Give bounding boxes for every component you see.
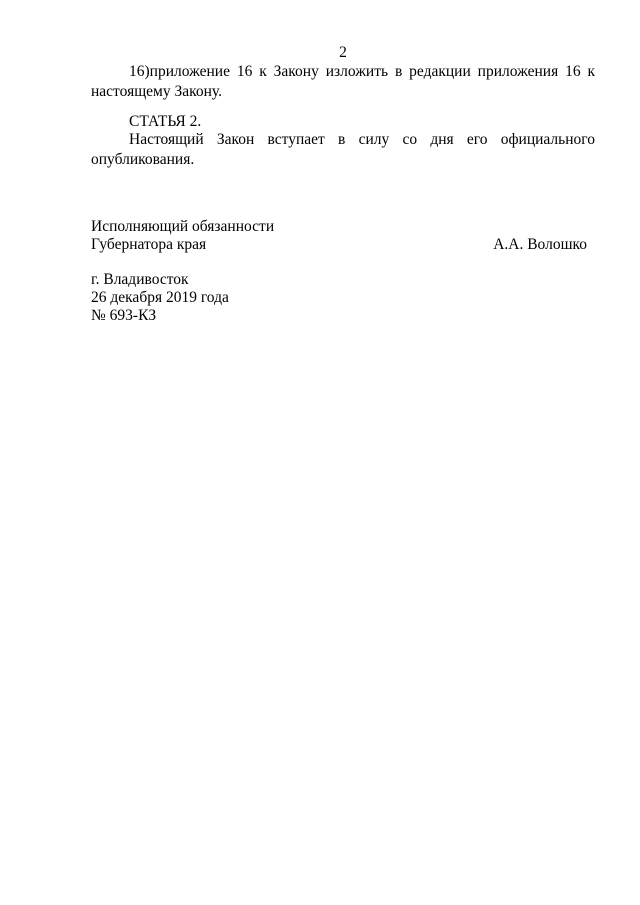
signature-row — [91, 236, 587, 254]
entry-into-force-paragraph: Настоящий Закон вступает в силу со дня его официального опубликования. — [91, 131, 595, 168]
city: г. Владивосток — [91, 271, 189, 288]
signatory-name: А.А. Волошко — [493, 236, 587, 253]
paragraph-container-2 — [91, 130, 595, 170]
signature-block — [91, 218, 587, 254]
page-number: 2 — [339, 44, 347, 61]
date: 26 декабря 2019 года — [91, 289, 229, 306]
paragraph-container-1 — [91, 62, 595, 102]
place-date-block — [91, 271, 229, 325]
signatory-position-line-1: Исполняющий обязанности — [91, 218, 275, 235]
article-title: СТАТЬЯ 2. — [129, 113, 202, 130]
amendment-paragraph: 16)приложение 16 к Закону изложить в редакции приложения 16 к настоящему Закону. — [91, 63, 595, 100]
law-number: № 693-КЗ — [91, 307, 157, 324]
signatory-position-line-2: Губернатора края — [91, 236, 207, 253]
